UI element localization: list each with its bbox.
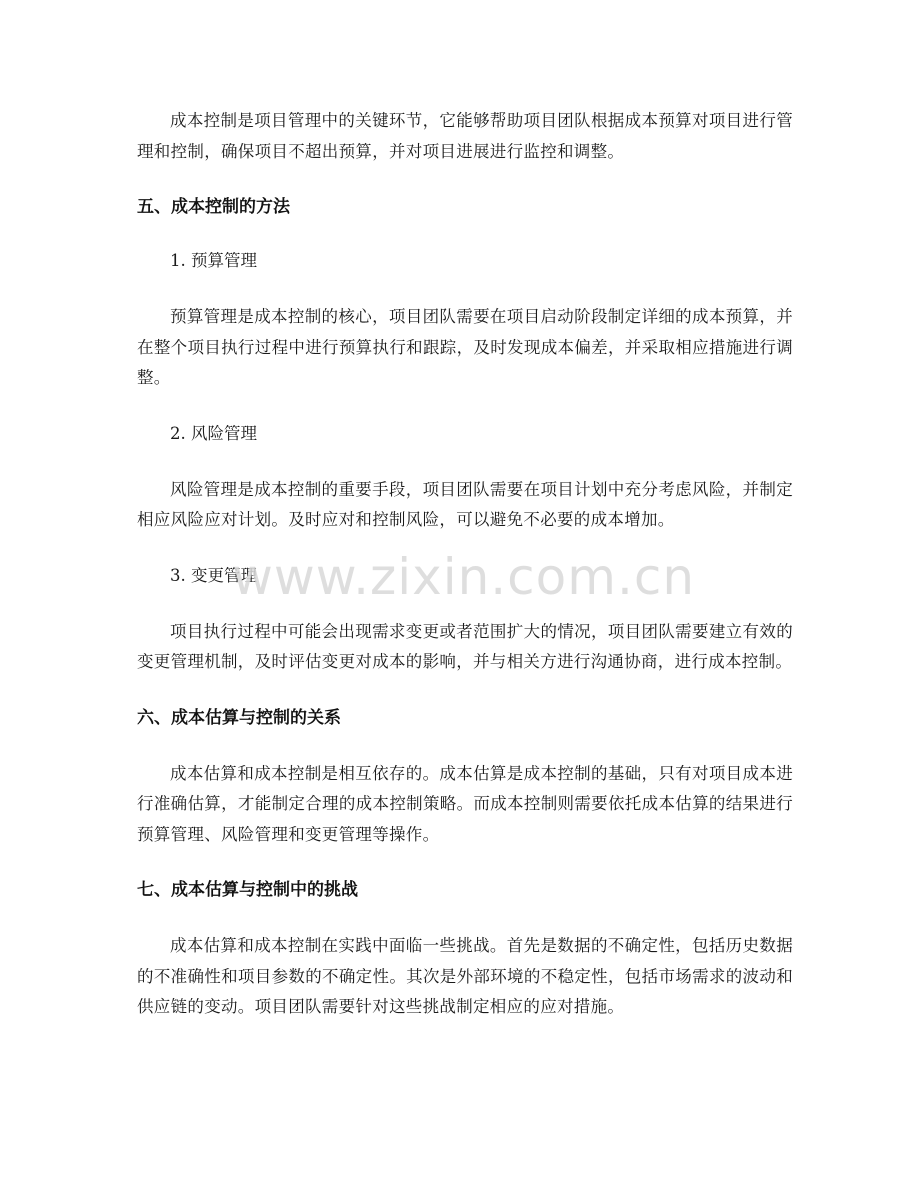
section-6-paragraph: 成本估算和成本控制是相互依存的。成本估算是成本控制的基础，只有对项目成本进行准确估算，才能制定合理的成本控制策略。而成本控制则需要依托成本估算的结果进行预算管理、风险管理和变更管理等操作。: [137, 763, 793, 844]
section-6-heading: 六、成本估算与控制的关系: [137, 707, 341, 728]
subsection-change-label: 3. 变更管理: [170, 565, 257, 585]
document-body: [137, 106, 793, 1050]
subsection-change-text: 项目执行过程中可能会出现需求变更或者范围扩大的情况，项目团队需要建立有效的变更管理机制，及时评估变更对成本的影响，并与相关方进行沟通协商，进行成本控制。: [137, 621, 793, 671]
subsection-budget-label: 1. 预算管理: [170, 251, 257, 270]
intro-paragraph: 成本控制是项目管理中的关键环节，它能够帮助项目团队根据成本预算对项目进行管理和控制，确保项目不超出预算，并对项目进展进行监控和调整。: [137, 111, 793, 161]
subsection-risk-text: 风险管理是成本控制的重要手段，项目团队需要在项目计划中充分考虑风险，并制定相应风险应对计划。及时应对和控制风险，可以避免不必要的成本增加。: [137, 479, 793, 529]
site-watermark: www.zixin.com.cn: [232, 548, 696, 606]
section-5-heading: 五、成本控制的方法: [137, 197, 290, 217]
section-7-paragraph: 成本估算和成本控制在实践中面临一些挑战。首先是数据的不确定性，包括历史数据的不准确性和项目参数的不确定性。其次是外部环境的不稳定性，包括市场需求的波动和供应链的变动。项目团队需要针对这些挑战制定相应的应对措施。: [137, 936, 793, 1016]
section-7-heading: 七、成本估算与控制中的挑战: [137, 880, 358, 900]
subsection-budget-text: 预算管理是成本控制的核心，项目团队需要在项目启动阶段制定详细的成本预算，并在整个项目执行过程中进行预算执行和跟踪，及时发现成本偏差，并采取相应措施进行调整。: [137, 307, 793, 387]
subsection-risk-label: 2. 风险管理: [170, 423, 257, 443]
